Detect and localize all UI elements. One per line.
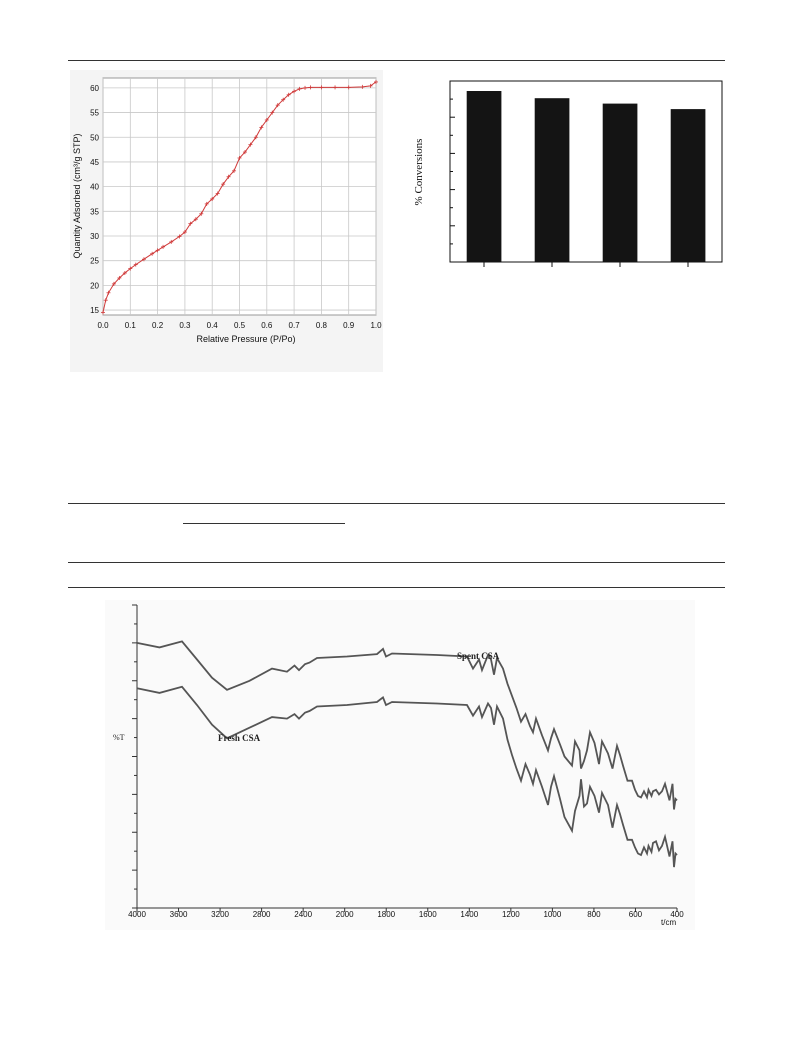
isotherm-x-tick-label: 0.8 (315, 321, 327, 330)
ftir-x-axis-label: t/cm (661, 918, 677, 927)
fresh-csa-label: Fresh CSA (218, 733, 261, 743)
ftir-x-tick-label: 2400 (294, 910, 313, 919)
isotherm-y-tick-label: 20 (90, 281, 99, 291)
isotherm-y-tick-label: 15 (90, 306, 99, 316)
isotherm-x-tick-label: 0.3 (179, 321, 191, 330)
ftir-x-tick-label: 1400 (460, 910, 479, 919)
ftir-x-tick-label: 600 (628, 910, 643, 919)
ftir-x-tick-label: 2000 (335, 910, 354, 919)
ftir-x-tick-label: 4000 (128, 910, 146, 919)
ftir-x-tick-label: 1600 (418, 910, 437, 919)
ftir-x-tick-label: 3200 (211, 910, 229, 919)
isotherm-x-tick-label: 0.2 (152, 321, 164, 330)
isotherm-y-tick-label: 40 (90, 182, 99, 192)
spent-csa-label: Spent CSA (457, 651, 500, 661)
isotherm-y-tick-label: 45 (90, 157, 99, 167)
ftir-y-axis-label: %T (113, 733, 125, 742)
isotherm-y-tick-label: 50 (90, 133, 99, 143)
isotherm-y-tick-label: 55 (90, 108, 99, 118)
isotherm-x-axis-label: Relative Pressure (P/Po) (196, 334, 296, 344)
isotherm-y-axis-label: Quantity Adsorbed (cm³/g STP) (72, 133, 82, 259)
isotherm-x-tick-label: 0.5 (233, 321, 246, 330)
ftir-panel (105, 600, 695, 930)
isotherm-y-tick-label: 25 (90, 256, 99, 266)
isotherm-x-tick-label: 0.6 (261, 321, 273, 330)
isotherm-y-tick-label: 30 (90, 232, 99, 241)
ftir-x-tick-label: 1200 (501, 910, 520, 919)
ftir-x-tick-label: 1000 (543, 910, 562, 919)
ftir-x-tick-label: 800 (587, 910, 601, 919)
isotherm-x-tick-label: 0.1 (124, 321, 136, 330)
isotherm-x-tick-label: 1.0 (370, 321, 382, 330)
isotherm-x-tick-label: 0.4 (206, 321, 218, 330)
isotherm-y-tick-label: 35 (90, 207, 99, 217)
isotherm-y-tick-label: 60 (90, 83, 99, 93)
isotherm-x-tick-label: 0.7 (288, 321, 300, 330)
ftir-x-tick-label: 3600 (169, 910, 188, 919)
isotherm-x-tick-label: 0.0 (97, 321, 109, 330)
ftir-x-tick-label: 1800 (377, 910, 396, 919)
bar-y-axis-label: % Conversions (413, 138, 425, 206)
isotherm-x-tick-label: 0.9 (343, 321, 355, 330)
ftir-x-tick-label: 400 (670, 910, 684, 919)
ftir-x-tick-label: 2800 (252, 910, 271, 919)
